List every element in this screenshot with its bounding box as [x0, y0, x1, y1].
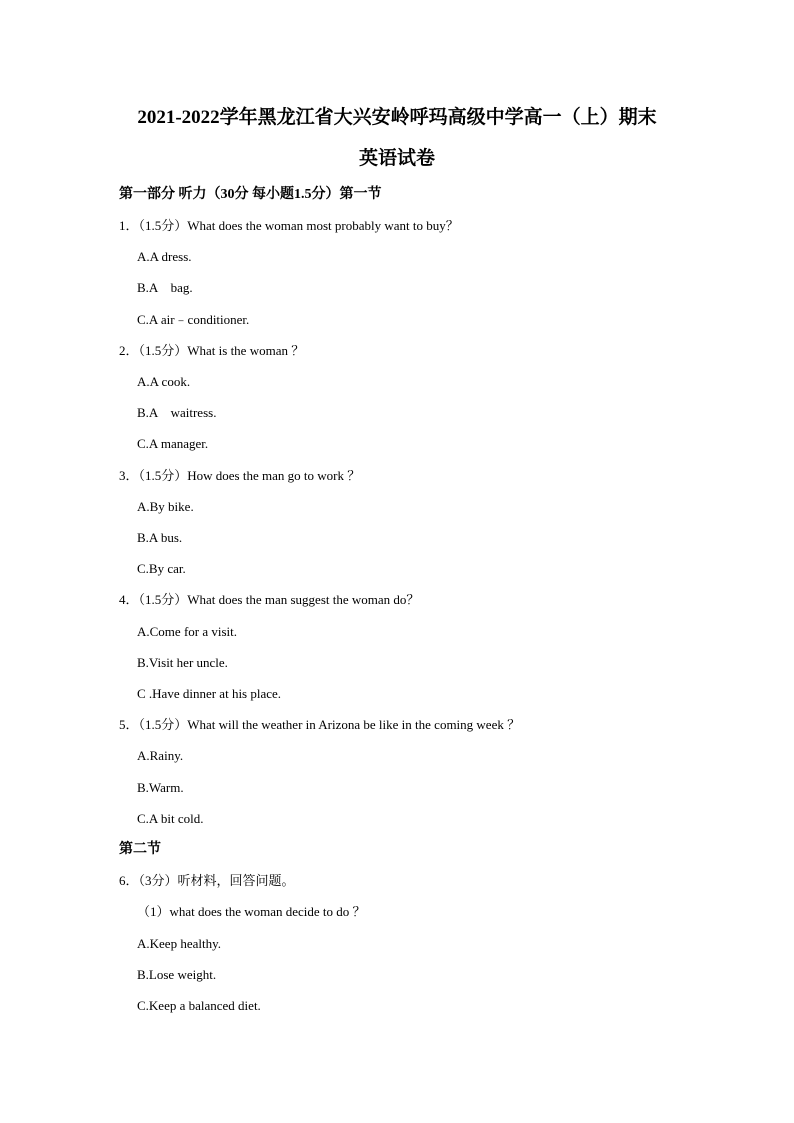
question-3-option-c: C.By car.	[137, 561, 186, 576]
question-4-option-a: A.Come for a visit.	[137, 624, 238, 639]
question-4-stem: 4．（1.5分）What does the man suggest the woman do？	[119, 592, 420, 607]
question-3-stem: 3．（1.5分）How does the man go to work ？	[119, 468, 361, 483]
question-3-option-b: B.A bus.	[137, 530, 183, 545]
question-5-option-a: A.Rainy.	[137, 748, 184, 763]
question-2-option-a: A.A cook.	[137, 374, 191, 389]
question-6-subquestion-1: （1）what does the woman decide to do ？	[137, 904, 366, 919]
question-3-option-a: A.By bike.	[137, 499, 194, 514]
question-1-option-c: C.A air﹣conditioner.	[137, 312, 250, 327]
question-1-option-a: A.A dress.	[137, 249, 192, 264]
exam-title-line2: 英语试卷	[358, 148, 435, 169]
question-5-stem: 5．（1.5分）What will the weather in Arizona be like in the coming week ？	[119, 717, 521, 732]
question-6-option-a: A.Keep healthy.	[137, 936, 221, 951]
question-2-stem: 2．（1.5分）What is the woman ？	[119, 343, 305, 358]
question-6-option-c: C.Keep a balanced diet.	[137, 998, 261, 1013]
exam-title-line1: 2021-2022学年黑龙江省大兴安岭呼玛高级中学高一（上）期末	[137, 107, 657, 128]
question-1-option-b: B.A bag.	[137, 280, 193, 295]
question-5-option-b: B.Warm.	[137, 780, 184, 795]
section2-heading: 第二节	[119, 842, 161, 857]
question-6-option-b: B.Lose weight.	[137, 967, 217, 982]
question-1-stem: 1．（1.5分）What does the woman most probably want to buy？	[119, 218, 459, 233]
part1-heading: 第一部分 听力（30分 每小题1.5分）第一节	[119, 187, 382, 202]
question-2-option-c: C.A manager.	[137, 436, 209, 451]
question-6-stem: 6．（3分）听材料，回答问题。	[119, 873, 295, 888]
question-4-option-b: B.Visit her uncle.	[137, 655, 228, 670]
question-2-option-b: B.A waitress.	[137, 405, 217, 420]
question-5-option-c: C.A bit cold.	[137, 811, 204, 826]
question-4-option-c: C .Have dinner at his place.	[137, 686, 282, 701]
